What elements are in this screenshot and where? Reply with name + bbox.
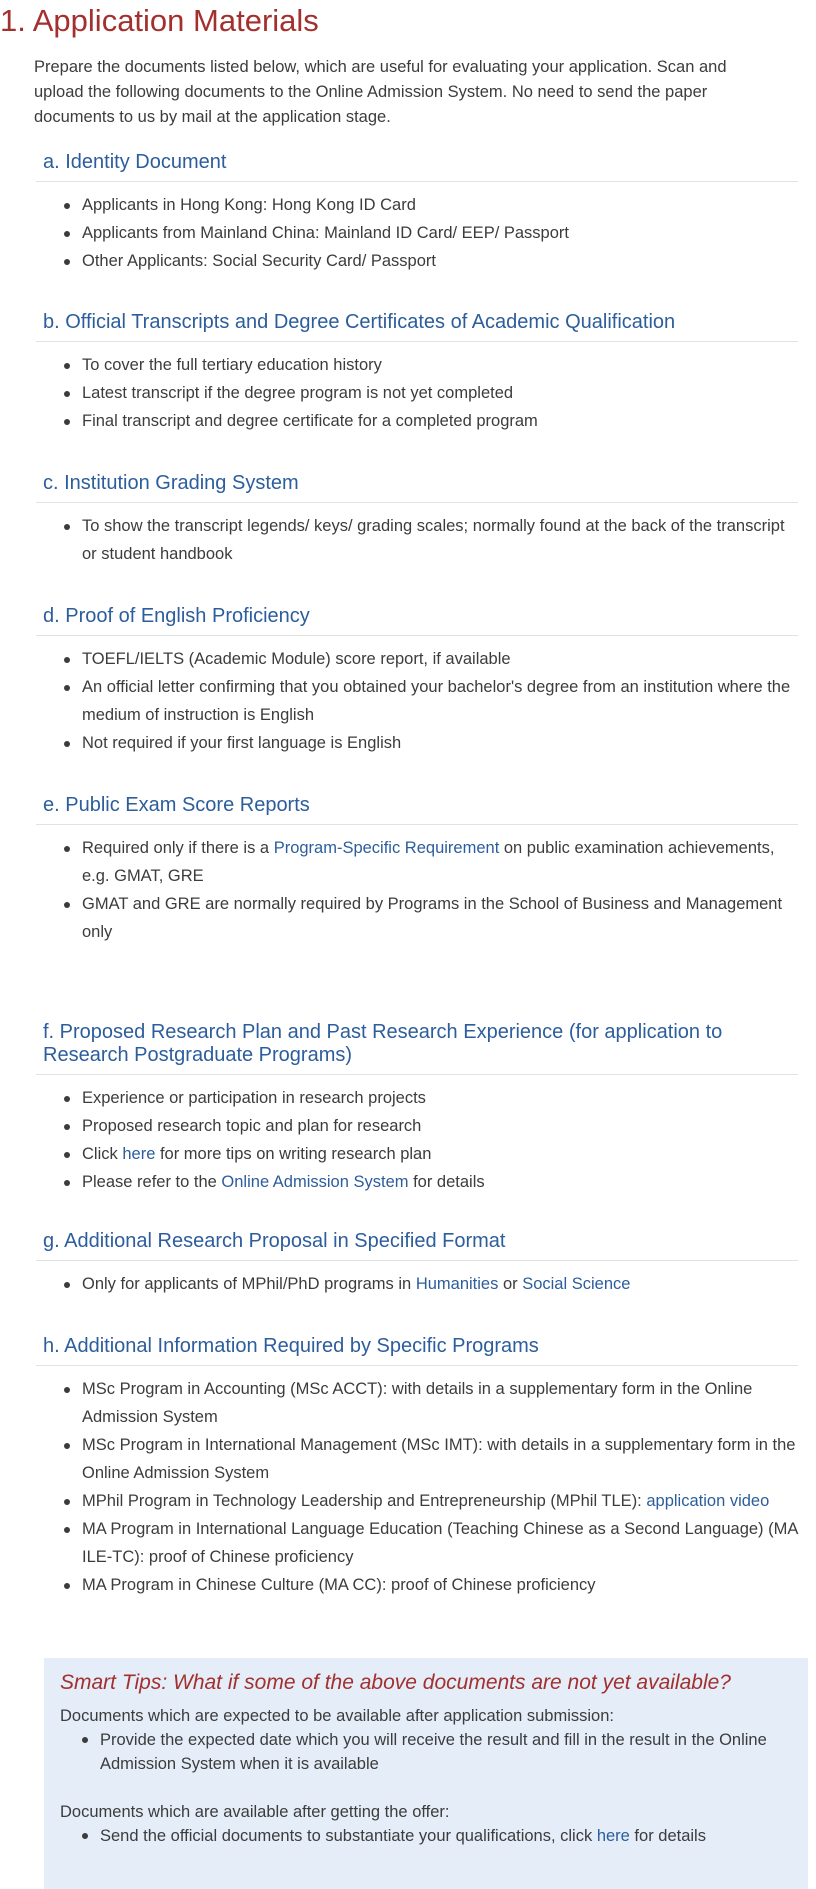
page-title: 1. Application Materials [0,3,319,38]
list-item [82,1487,798,1515]
list-item: Provide the expected date which you will receive the result and fill in the result in the Online Admission System when it is available [100,1728,794,1776]
section-english-proficiency [36,605,798,757]
item-list [36,645,798,757]
section-title: e. Public Exam Score Reports [36,794,798,825]
list-item: To show the transcript legends/ keys/ grading scales; normally found at the back of the transcript or student handbook [82,512,798,568]
section-title: a. Identity Document [36,151,798,182]
section-official-transcripts [36,311,798,435]
offer-documents-details-link[interactable]: here [596,1827,630,1845]
section-title: g. Additional Research Proposal in Specified Format [36,1230,798,1261]
item-text: Click [82,1145,123,1163]
item-list [36,1375,798,1599]
smart-tips-title: Smart Tips: What if some of the above documents are not yet available? [60,1671,731,1694]
section-title: c. Institution Grading System [36,472,798,503]
application-video-link[interactable]: application video [646,1492,770,1510]
item-text: Send the official documents to substantiate your qualifications, click [100,1827,597,1845]
item-text: Please refer to the [82,1173,222,1191]
item-list [60,1728,794,1776]
list-item: Final transcript and degree certificate for a completed program [82,407,798,435]
list-item [82,1168,798,1196]
list-item: GMAT and GRE are normally required by Programs in the School of Business and Management only [82,890,798,946]
smart-tips-box [44,1658,808,1889]
item-list [60,1824,794,1848]
item-list [36,1270,798,1298]
item-list [36,351,798,435]
list-item: Applicants from Mainland China: Mainland ID Card/ EEP/ Passport [82,219,798,247]
item-text: on public examination achievements, e.g. GMAT, GRE [82,839,775,885]
section-institution-grading-system [36,472,798,568]
research-plan-tips-link[interactable]: here [122,1145,156,1163]
list-item: MSc Program in Accounting (MSc ACCT): with details in a supplementary form in the Online Admission System [82,1375,798,1431]
section-identity-document [36,151,798,275]
list-item [100,1824,794,1848]
list-item: Experience or participation in research projects [82,1084,798,1112]
section-additional-research-proposal [36,1230,798,1298]
smart-tips-text: Documents which are available after getting the offer: [60,1803,450,1821]
section-public-exam-score-reports [36,794,798,946]
item-text: MPhil Program in Technology Leadership and Entrepreneurship (MPhil TLE): [82,1492,647,1510]
program-specific-requirement-link[interactable]: Program-Specific Requirement [273,839,500,857]
social-science-link[interactable]: Social Science [522,1275,631,1293]
list-item [82,834,798,890]
list-item: Applicants in Hong Kong: Hong Kong ID Card [82,191,798,219]
list-item: Not required if your first language is English [82,729,798,757]
item-list [36,834,798,946]
item-text: Only for applicants of MPhil/PhD programs in [82,1275,416,1293]
list-item: Other Applicants: Social Security Card/ Passport [82,247,798,275]
item-list [36,191,798,275]
humanities-link[interactable]: Humanities [415,1275,499,1293]
list-item: To cover the full tertiary education history [82,351,798,379]
item-list [36,512,798,568]
list-item: Proposed research topic and plan for research [82,1112,798,1140]
list-item: MA Program in Chinese Culture (MA CC): proof of Chinese proficiency [82,1571,798,1599]
item-text: for more tips on writing research plan [155,1145,432,1163]
item-text: for details [629,1827,706,1845]
section-title: f. Proposed Research Plan and Past Research Experience (for application to Research Postgraduate Programs) [36,1021,798,1075]
list-item: MSc Program in International Management (MSc IMT): with details in a supplementary form in the Online Admission System [82,1431,798,1487]
section-title: h. Additional Information Required by Specific Programs [36,1335,798,1366]
item-list [36,1084,798,1196]
item-text: or [498,1275,523,1293]
section-title: d. Proof of English Proficiency [36,605,798,636]
list-item: TOEFL/IELTS (Academic Module) score report, if available [82,645,798,673]
smart-tips-text: Documents which are expected to be available after application submission: [60,1707,614,1725]
list-item: Latest transcript if the degree program is not yet completed [82,379,798,407]
intro-paragraph: Prepare the documents listed below, which are useful for evaluating your application. Scan and upload the following documents to the Online Admission System. No need to send the paper documents to us by mail at the application stage. [34,58,727,126]
section-research-plan [36,1021,798,1196]
list-item [82,1270,798,1298]
list-item: An official letter confirming that you obtained your bachelor's degree from an institution where the medium of instruction is English [82,673,798,729]
section-program-specific-information [36,1335,798,1599]
list-item: MA Program in International Language Education (Teaching Chinese as a Second Language) (MA ILE-TC): proof of Chinese proficiency [82,1515,798,1571]
item-text: for details [408,1173,485,1191]
item-text: Required only if there is a [82,839,274,857]
section-title: b. Official Transcripts and Degree Certificates of Academic Qualification [36,311,798,342]
list-item [82,1140,798,1168]
online-admission-system-link[interactable]: Online Admission System [221,1173,409,1191]
